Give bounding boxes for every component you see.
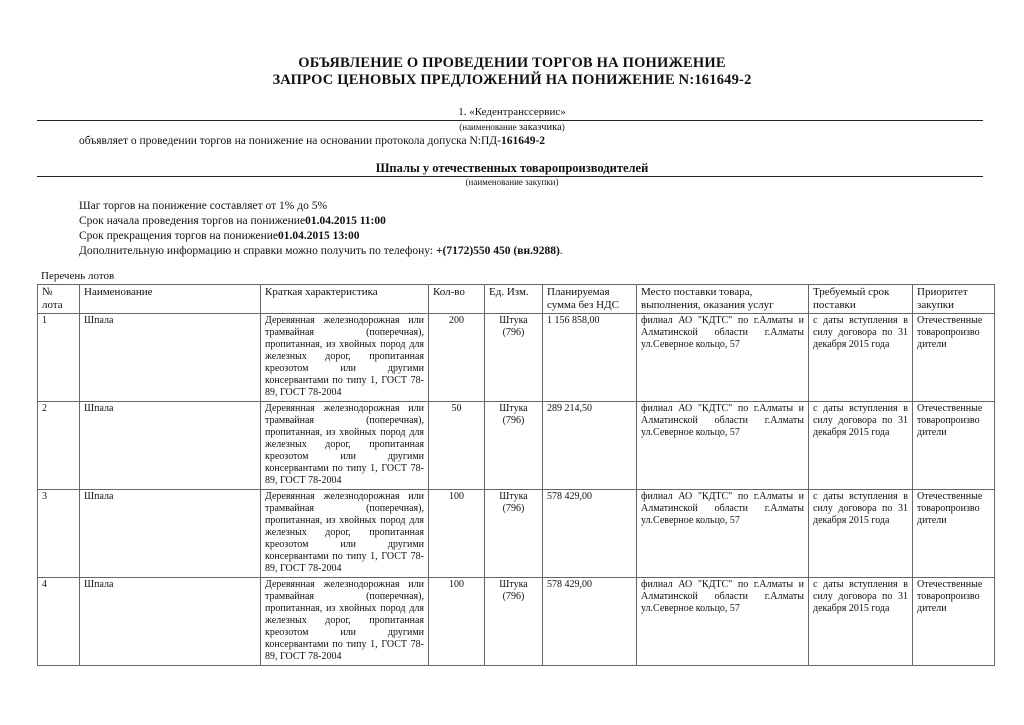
table-row — [38, 578, 995, 666]
lot-qty: 100 — [429, 490, 485, 578]
header-place: Место поставки товара, выполнения, оказания услуг — [637, 285, 809, 314]
document-title-line2: ЗАПРОС ЦЕНОВЫХ ПРЕДЛОЖЕНИЙ НА ПОНИЖЕНИЕ N:161649-2 — [272, 72, 752, 88]
customer-caption-suffix: ) — [561, 122, 565, 132]
header-term: Требуемый срок поставки — [809, 285, 913, 314]
lot-name: Шпала — [80, 578, 261, 666]
info-block — [79, 199, 563, 259]
lot-desc: Деревянная железнодорожная или трамвайная (поперечная), пропитанная, из хвойных пород для железных дорог, пропитанная креозотом или другими консервантами по типу 1, ГОСТ 78-89, ГОСТ 78-2004 — [261, 490, 429, 578]
end-line — [79, 229, 563, 244]
header-num: № лота — [38, 285, 80, 314]
table-row — [38, 314, 995, 402]
end-value: 01.04.2015 13:00 — [278, 230, 360, 242]
table-row — [38, 402, 995, 490]
start-line — [79, 214, 563, 229]
lot-unit: Штука (796) — [485, 578, 543, 666]
lot-name: Шпала — [80, 490, 261, 578]
lot-unit: Штука (796) — [485, 314, 543, 402]
lot-desc: Деревянная железнодорожная или трамвайная (поперечная), пропитанная, из хвойных пород для железных дорог, пропитанная креозотом или другими консервантами по типу 1, ГОСТ 78-89, ГОСТ 78-2004 — [261, 402, 429, 490]
lot-num: 1 — [38, 314, 80, 402]
lot-priority: Отечественные товаропроизво дители — [913, 314, 995, 402]
purchase-caption: (наименование закупки) — [465, 177, 559, 187]
lot-place: филиал АО "КДТС" по г.Алматы и Алматинской области г.Алматы ул.Северное кольцо, 57 — [637, 402, 809, 490]
lot-place: филиал АО "КДТС" по г.Алматы и Алматинской области г.Алматы ул.Северное кольцо, 57 — [637, 490, 809, 578]
lot-qty: 50 — [429, 402, 485, 490]
lot-sum: 578 429,00 — [543, 490, 637, 578]
phone-end: . — [559, 245, 563, 257]
end-label: Срок прекращения торгов на понижение — [79, 230, 279, 242]
lot-sum: 1 156 858,00 — [543, 314, 637, 402]
lot-num: 2 — [38, 402, 80, 490]
lot-name: Шпала — [80, 402, 261, 490]
lot-term: с даты вступления в силу договора по 31 декабря 2015 года — [809, 490, 913, 578]
lot-unit: Штука (796) — [485, 402, 543, 490]
phone-line — [79, 244, 563, 259]
lot-place: филиал АО "КДТС" по г.Алматы и Алматинской области г.Алматы ул.Северное кольцо, 57 — [637, 578, 809, 666]
step-line: Шаг торгов на понижение составляет от 1% до 5% — [79, 200, 328, 212]
lot-place: филиал АО "КДТС" по г.Алматы и Алматинской области г.Алматы ул.Северное кольцо, 57 — [637, 314, 809, 402]
customer-caption — [0, 122, 1024, 133]
lot-qty: 100 — [429, 578, 485, 666]
header-desc: Краткая характеристика — [261, 285, 429, 314]
lot-desc: Деревянная железнодорожная или трамвайная (поперечная), пропитанная, из хвойных пород для железных дорог, пропитанная креозотом или другими консервантами по типу 1, ГОСТ 78-89, ГОСТ 78-2004 — [261, 578, 429, 666]
lot-term: с даты вступления в силу договора по 31 декабря 2015 года — [809, 402, 913, 490]
lot-priority: Отечественные товаропроизво дители — [913, 490, 995, 578]
purchase-name: Шпалы у отечественных товаропроизводителей — [375, 161, 649, 175]
start-label: Срок начала проведения торгов на понижение — [79, 215, 306, 227]
start-value: 01.04.2015 11:00 — [305, 215, 386, 227]
header-qty: Кол-во — [429, 285, 485, 314]
header-unit: Ед. Изм. — [485, 285, 543, 314]
document-title-line1: ОБЪЯВЛЕНИЕ О ПРОВЕДЕНИИ ТОРГОВ НА ПОНИЖЕНИЕ — [298, 55, 726, 71]
customer-underline — [37, 120, 983, 121]
lots-caption: Перечень лотов — [41, 270, 115, 282]
customer-name: 1. «Кедентранссервис» — [458, 106, 566, 118]
lot-name: Шпала — [80, 314, 261, 402]
customer-caption-prefix: (наименование — [459, 122, 519, 132]
table-row — [38, 490, 995, 578]
phone-label: Дополнительную информацию и справки можно получить по телефону: — [79, 245, 436, 257]
lots-table — [37, 284, 995, 666]
lot-priority: Отечественные товаропроизво дители — [913, 402, 995, 490]
lot-sum: 289 214,50 — [543, 402, 637, 490]
header-sum: Планируемая сумма без НДС — [543, 285, 637, 314]
header-name: Наименование — [80, 285, 261, 314]
lots-header-row — [38, 285, 995, 314]
customer-caption-word: заказчика — [518, 122, 562, 133]
lot-priority: Отечественные товаропроизво дители — [913, 578, 995, 666]
header-priority: Приоритет закупки — [913, 285, 995, 314]
lot-sum: 578 429,00 — [543, 578, 637, 666]
lot-num: 3 — [38, 490, 80, 578]
lot-qty: 200 — [429, 314, 485, 402]
lot-term: с даты вступления в силу договора по 31 декабря 2015 года — [809, 314, 913, 402]
announce-line — [79, 134, 545, 149]
protocol-number: 161649-2 — [500, 135, 546, 147]
phone-value: +(7172)550 450 (вн.9288) — [435, 245, 560, 257]
lot-term: с даты вступления в силу договора по 31 декабря 2015 года — [809, 578, 913, 666]
announce-text: объявляет о проведении торгов на понижение на основании протокола допуска N:ПД- — [79, 135, 501, 147]
lot-desc: Деревянная железнодорожная или трамвайная (поперечная), пропитанная, из хвойных пород для железных дорог, пропитанная креозотом или другими консервантами по типу 1, ГОСТ 78-89, ГОСТ 78-2004 — [261, 314, 429, 402]
lot-num: 4 — [38, 578, 80, 666]
lot-unit: Штука (796) — [485, 490, 543, 578]
